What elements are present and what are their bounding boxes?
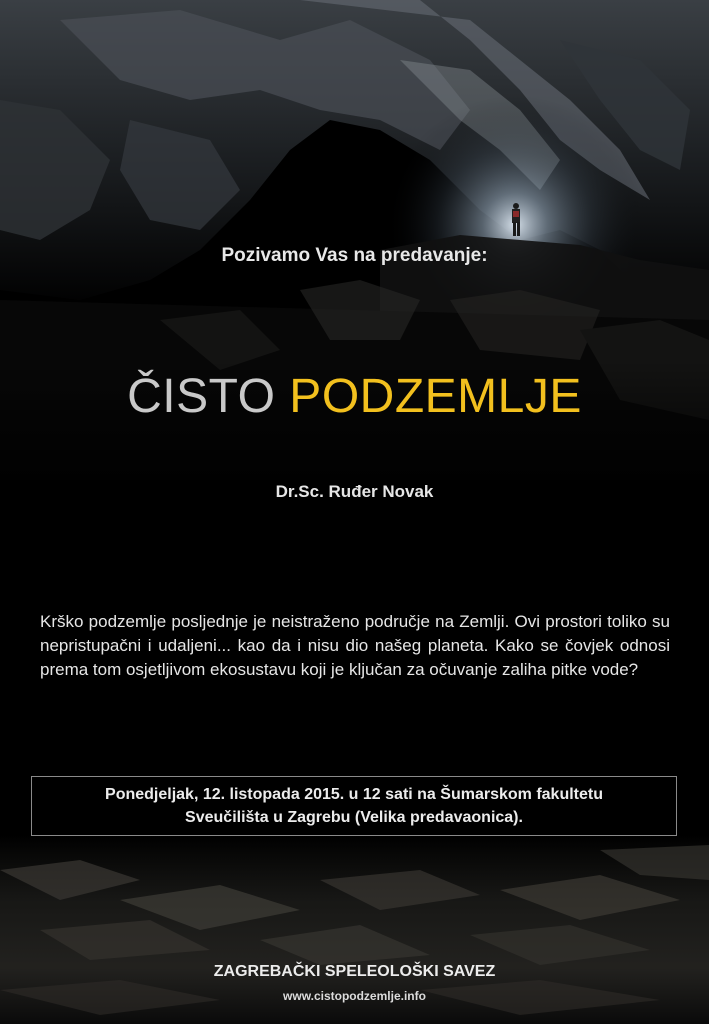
event-title [0, 367, 709, 427]
organizer-name: ZAGREBAČKI SPELEOLOŠKI SAVEZ [213, 963, 496, 980]
speaker-name: Dr.Sc. Ruđer Novak [275, 482, 434, 501]
title-word-cisto: ČISTO [127, 370, 276, 423]
description-paragraph: Krško podzemlje posljednje je neistraženo područje na Zemlji. Ovi prostori toliko su nepristupačni i udaljeni... kao da i nisu dio našeg planeta. Kako se čovjek odnosi prema tom osjetljivom ekosustavu koji je ključan za očuvanje zaliha pitke vode? [40, 612, 670, 679]
event-details-box [31, 776, 677, 836]
event-details-line-2: Sveučilišta u Zagrebu (Velika predavaonica). [185, 809, 523, 826]
invite-line: Pozivamo Vas na predavanje: [221, 245, 488, 266]
title-word-podzemlje: PODZEMLJE [289, 370, 582, 423]
website-link[interactable]: www.cistopodzemlje.info [283, 989, 426, 1003]
event-details-line-1: Ponedjeljak, 12. listopada 2015. u 12 sati na Šumarskom fakultetu [105, 786, 603, 803]
